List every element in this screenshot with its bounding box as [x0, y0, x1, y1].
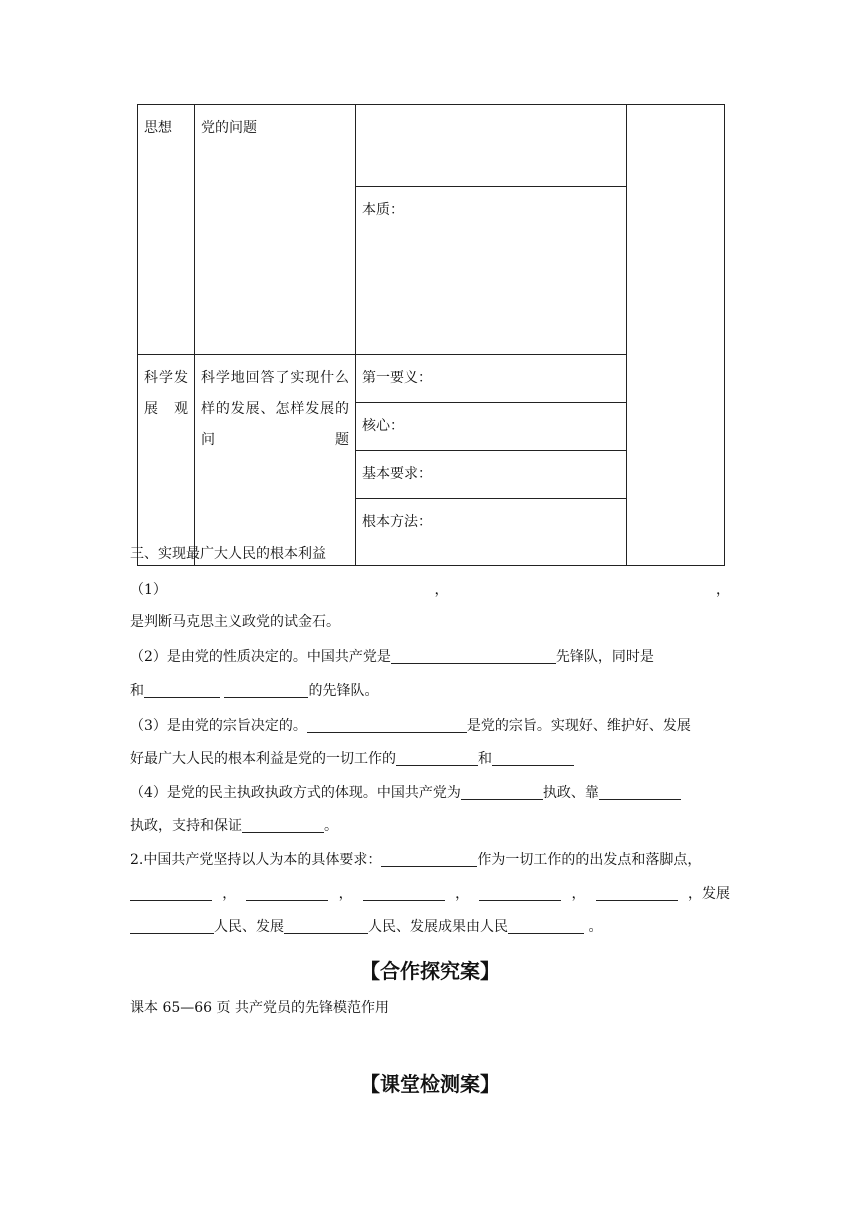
paragraph-4-text-a: （4）是党的民主执政执政方式的体现。中国共产党为: [130, 785, 461, 801]
coop-inquiry-text: 课本 65—66 页 共产党员的先锋模范作用: [130, 1000, 389, 1016]
paragraph-1-tail: 是判断马克思主义政党的试金石。: [130, 614, 340, 630]
paragraph-3-line-1: [130, 716, 730, 736]
paragraph-2-line-2: [130, 681, 730, 701]
fill-blank[interactable]: [242, 816, 324, 833]
paragraph-2-text-c: 和: [130, 683, 144, 699]
paragraph-1-line-1: [130, 580, 730, 600]
paragraph-3-text-d: 和: [478, 751, 492, 767]
item-2-text-d: 人民、发展成果由人民: [368, 919, 508, 935]
paragraph-4-text-b: 执政、靠: [542, 785, 599, 801]
fill-blank[interactable]: [130, 884, 212, 901]
paragraph-3-text-a: （3）是由党的宗旨决定的。: [130, 718, 307, 734]
fill-blank[interactable]: [479, 884, 561, 901]
item-2-line-3: [130, 917, 730, 937]
paragraph-2-text-b: 先锋队，同时是: [555, 649, 654, 665]
paragraph-4-line-1: [130, 783, 730, 803]
fill-blank[interactable]: [396, 749, 478, 766]
paragraph-4-text-c: 执政，支持和保证: [130, 818, 242, 834]
item-2-text-a: 2.中国共产党坚持以人为本的具体要求：: [130, 852, 382, 868]
thought-description: 党的问题: [195, 105, 356, 355]
paragraph-4-text-d: 。: [324, 818, 338, 834]
scientific-outlook-description: 科学地回答了实现什么样的发展、怎样发展的问题: [195, 355, 356, 566]
fill-blank[interactable]: [599, 783, 681, 800]
coop-inquiry-heading: 【合作探究案】: [360, 959, 500, 983]
row-label-thought: 思想: [138, 105, 195, 355]
fill-blank[interactable]: [596, 884, 678, 901]
paragraph-3-text-b: 是党的宗旨。实现好、维护好、发展: [466, 718, 691, 734]
core-cell: 核心：: [356, 403, 627, 451]
item-2-line-1: [130, 850, 730, 870]
thought-blank-cell: [356, 105, 627, 187]
fill-blank[interactable]: [508, 917, 584, 934]
section-3-title: 三、实现最广大人民的根本利益: [130, 546, 326, 562]
fill-blank[interactable]: [363, 884, 445, 901]
fill-blank[interactable]: [224, 681, 308, 698]
fill-blank[interactable]: [144, 681, 220, 698]
item-2-text-c: 人民、发展: [214, 919, 284, 935]
fill-blank[interactable]: [307, 716, 467, 733]
paragraph-1-comma-b: ，: [715, 582, 730, 598]
fill-blank[interactable]: [381, 850, 477, 867]
fill-blank[interactable]: [130, 917, 214, 934]
fill-blank[interactable]: [284, 917, 368, 934]
fill-blank[interactable]: [492, 749, 574, 766]
essence-cell: 本质：: [356, 187, 627, 355]
outline-table: [137, 104, 725, 566]
first-principle-cell: 第一要义：: [356, 355, 627, 403]
paragraph-2-text-a: （2）是由党的性质决定的。中国共产党是: [130, 649, 391, 665]
fundamental-method-cell: 根本方法：: [356, 499, 627, 566]
row-label-scientific-outlook: 科学发展观: [138, 355, 195, 566]
classroom-test-heading: 【课堂检测案】: [360, 1072, 500, 1096]
fill-blank[interactable]: [391, 647, 556, 664]
comma: ，: [455, 886, 470, 902]
item-2-text-b: 作为一切工作的的出发点和落脚点，: [477, 852, 702, 868]
paragraph-3-text-c: 好最广大人民的根本利益是党的一切工作的: [130, 751, 396, 767]
fill-blank[interactable]: [246, 884, 328, 901]
comma: ，: [222, 886, 237, 902]
item-2-text-e: 。: [588, 919, 603, 935]
comma: ，: [338, 886, 353, 902]
paragraph-1-number: （1）: [130, 582, 167, 598]
comma: ，: [571, 886, 586, 902]
item-2-line-2: [130, 884, 730, 904]
paragraph-2-text-d: 的先锋队。: [308, 683, 379, 699]
item-2-develop-text: ，发展: [687, 886, 730, 902]
paragraph-2-line-1: [130, 647, 730, 667]
right-column-cell: [627, 105, 725, 566]
basic-requirement-cell: 基本要求：: [356, 451, 627, 499]
paragraph-4-line-2: [130, 816, 730, 836]
fill-blank[interactable]: [461, 783, 543, 800]
paragraph-1-comma-a: ，: [434, 582, 449, 598]
paragraph-3-line-2: [130, 749, 730, 769]
